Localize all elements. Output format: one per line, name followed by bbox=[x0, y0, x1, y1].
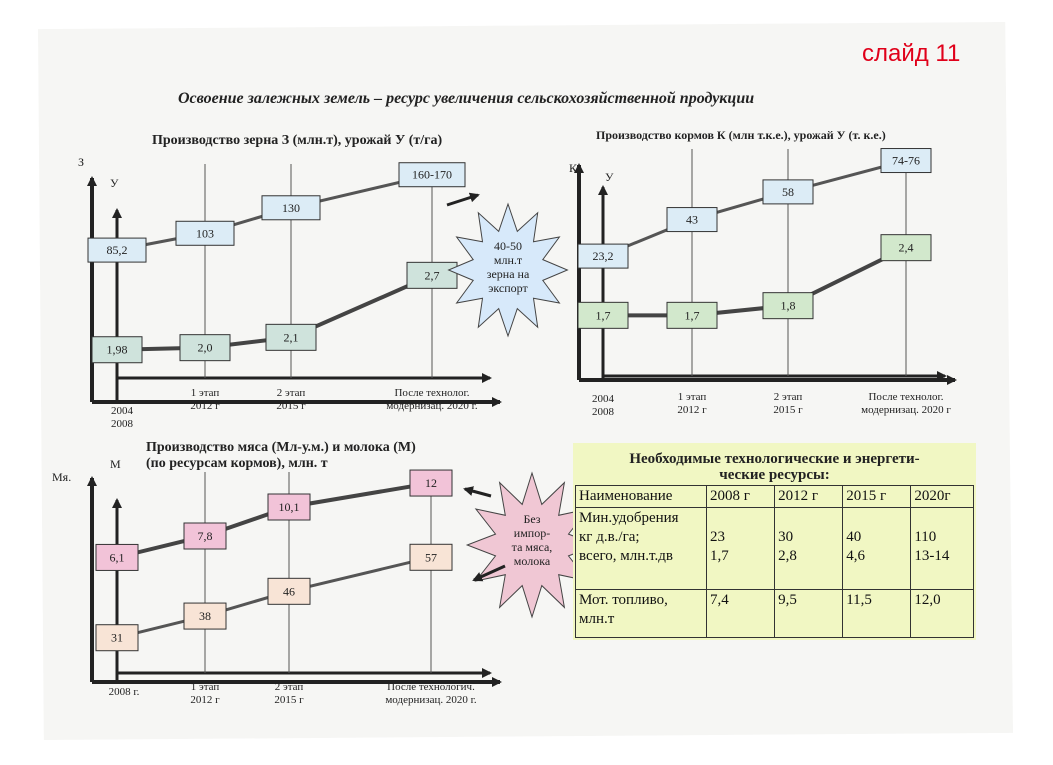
x-tick-label: 1 этап bbox=[190, 387, 220, 399]
data-label: 160-170 bbox=[412, 167, 452, 182]
x-tick-label: После технолог. bbox=[394, 387, 470, 399]
series-line bbox=[603, 248, 906, 316]
annotation-text: 40-50 bbox=[494, 239, 522, 253]
annotation-text: та мяса, bbox=[511, 540, 553, 554]
y-axis-title: Мя. bbox=[52, 470, 72, 484]
x-tick-label: 1 этап bbox=[677, 391, 707, 403]
x-tick-label: После технологич. bbox=[387, 681, 475, 693]
data-label: 10,1 bbox=[278, 500, 300, 514]
data-label: 58 bbox=[782, 184, 794, 199]
table-cell: 110 13-14 bbox=[911, 508, 974, 590]
data-label: 46 bbox=[283, 584, 295, 599]
x-tick-label: 2015 г bbox=[773, 404, 803, 416]
data-label: 38 bbox=[199, 609, 211, 624]
y-axis-title: К bbox=[569, 161, 578, 175]
annotation-arrow bbox=[447, 195, 478, 205]
data-label: 74-76 bbox=[892, 153, 920, 168]
table-header-cell: 2020г bbox=[911, 486, 974, 508]
data-label: 1,98 bbox=[106, 342, 128, 357]
data-label: 1,7 bbox=[684, 308, 700, 323]
annotation-text: зерна на bbox=[486, 267, 530, 281]
y-axis-title: У bbox=[605, 170, 614, 184]
table-header-cell: Наименование bbox=[576, 486, 707, 508]
x-tick-label: 1 этап bbox=[190, 681, 220, 693]
table-cell: 23 1,7 bbox=[707, 508, 775, 590]
slide-number: слайд 11 bbox=[862, 40, 961, 67]
y-axis-title: У bbox=[110, 176, 119, 190]
x-tick-label: 2015 г bbox=[274, 694, 304, 706]
table-cell: 11,5 bbox=[843, 590, 911, 638]
table-header-cell: 2012 г bbox=[775, 486, 843, 508]
data-label: 85,2 bbox=[106, 243, 128, 258]
x-tick-label: модернизац. 2020 г. bbox=[386, 400, 478, 412]
x-tick-label: 2012 г bbox=[190, 694, 220, 706]
table-cell: Мин.удобрения кг д.в./га; всего, млн.т.дв bbox=[576, 508, 707, 590]
annotation-text: экспорт bbox=[488, 281, 528, 295]
x-tick-label: 2008 bbox=[592, 406, 614, 418]
table-row bbox=[576, 508, 974, 590]
grain-chart-title: Производство зерна З (млн.т), урожай У (т/га) bbox=[152, 133, 443, 148]
x-tick-label: 2012 г bbox=[677, 404, 707, 416]
data-label: 31 bbox=[111, 630, 123, 645]
x-tick-label: 2 этап bbox=[276, 387, 306, 399]
table-header-cell: 2008 г bbox=[707, 486, 775, 508]
annotation-arrow bbox=[465, 489, 491, 496]
x-tick-label: модернизац. 2020 г. bbox=[385, 694, 477, 706]
resources-table-panel bbox=[573, 443, 976, 640]
resources-table bbox=[575, 485, 974, 638]
table-cell: 9,5 bbox=[775, 590, 843, 638]
x-tick-label: 2004 bbox=[592, 393, 614, 405]
y-axis-title: М bbox=[110, 457, 121, 471]
annotation-text: Без bbox=[523, 512, 541, 526]
annotation-text: молока bbox=[513, 554, 551, 568]
meat-chart-title: Производство мяса (Мл-у.м.) и молока (М) (по ресурсам кормов), млн. т bbox=[146, 440, 416, 471]
x-tick-label: 2012 г bbox=[190, 400, 220, 412]
x-tick-label: 2008 г. bbox=[108, 686, 140, 698]
data-label: 2,0 bbox=[197, 340, 213, 355]
table-cell: Мот. топливо, млн.т bbox=[576, 590, 707, 638]
table-cell: 30 2,8 bbox=[775, 508, 843, 590]
fodder-chart-title: Производство кормов К (млн т.к.е.), урожай У (т. к.е.) bbox=[596, 128, 886, 142]
data-label: 1,7 bbox=[595, 308, 611, 323]
data-label: 103 bbox=[196, 226, 214, 241]
table-row bbox=[576, 590, 974, 638]
x-tick-label: После технолог. bbox=[868, 391, 944, 403]
page-title: Освоение залежных земель – ресурс увеличения сельскохозяйственной продукции bbox=[178, 90, 755, 107]
table-cell: 7,4 bbox=[707, 590, 775, 638]
annotation-text: импор- bbox=[513, 526, 551, 540]
annotation-text: млн.т bbox=[493, 253, 523, 267]
data-label: 2,7 bbox=[424, 268, 440, 283]
x-tick-label: 2 этап bbox=[274, 681, 304, 693]
data-label: 130 bbox=[282, 200, 300, 215]
x-tick-label: 2004 bbox=[111, 405, 133, 417]
data-label: 43 bbox=[686, 212, 698, 227]
y-axis-title: З bbox=[78, 155, 85, 169]
table-header-row bbox=[576, 486, 974, 508]
table-header-cell: 2015 г bbox=[843, 486, 911, 508]
table-cell: 12,0 bbox=[911, 590, 974, 638]
data-label: 57 bbox=[425, 550, 437, 565]
data-label: 1,8 bbox=[780, 298, 796, 313]
data-label: 12 bbox=[425, 476, 437, 491]
x-tick-label: 2015 г bbox=[276, 400, 306, 412]
x-tick-label: модернизац. 2020 г bbox=[861, 404, 951, 416]
x-tick-label: 2008 bbox=[111, 418, 133, 430]
data-label: 6,1 bbox=[109, 550, 125, 565]
data-label: 2,1 bbox=[283, 330, 299, 345]
data-label: 23,2 bbox=[592, 249, 614, 264]
resources-table-title: Необходимые технологические и энергети- ческие ресурсы: bbox=[629, 451, 920, 483]
series-line bbox=[603, 161, 906, 257]
data-label: 2,4 bbox=[898, 240, 914, 255]
data-label: 7,8 bbox=[197, 529, 213, 543]
table-cell: 40 4,6 bbox=[843, 508, 911, 590]
x-tick-label: 2 этап bbox=[773, 391, 803, 403]
